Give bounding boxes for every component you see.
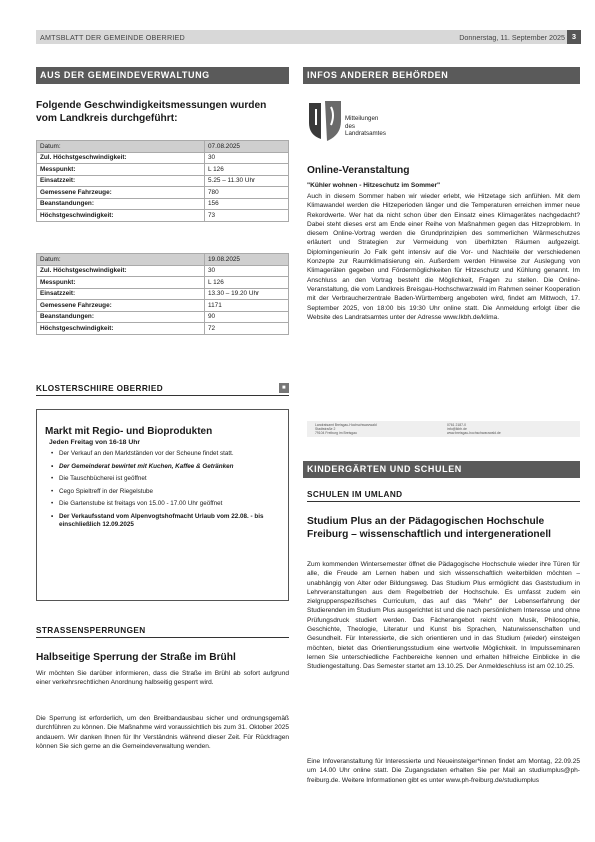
table-cell-value: 30: [205, 265, 289, 277]
table-row: [37, 323, 289, 335]
table-cell-label: Datum:: [37, 141, 205, 153]
market-list: [51, 450, 288, 530]
market-info-box: [36, 409, 289, 601]
subsection-klosterschiire: [36, 384, 289, 396]
table-cell-value: 07.08.2025: [205, 141, 289, 153]
table-cell-label: Gemessene Fahrzeuge:: [37, 187, 205, 199]
contact-line: Stadtstraße 2: [315, 427, 336, 432]
table-cell-label: Höchstgeschwindigkeit:: [37, 323, 205, 335]
table-cell-value: 72: [205, 323, 289, 335]
table-cell-value: L 126: [205, 164, 289, 176]
page-number: 3: [567, 30, 581, 44]
table-row: [37, 254, 289, 266]
table-cell-value: 1171: [205, 300, 289, 312]
studium-plus-paragraph-1: Zum kommenden Wintersemester öffnet die Pädagogische Hochschule wieder ihre Türen für alle, die Freude am Lernen haben und sich wissenschaftlich weiterbilden möchten – unabhängig von Alter oder Bildungsweg. Das Studium Plus ermöglicht das Gaststudium in Lehrveranstaltungen aus dem Regelbetrieb der Hochschule. Es umfasst zudem ein zielgruppenspezifisches Curriculum, das auf das "Mehr" der Lebenserfahrung der Studierenden im Studium Plus ausgerichtet ist und die nach persönlichem Interesse und ohne Prüfungsdruck studiert werden. Das Fächerangebot reicht von Musik, Philosophie, Geschichte, Theologie, Literatur und Kunst bis Sprachen, Naturwissenschaften und Gesundheit. Für Interessierte, die sich orientieren und in das Studium (wieder) einsteigen möchten, bietet das Orientierungsstudium eine wertvolle Möglichkeit. In Impulsseminaren lernen Sie unterschiedliche Fachbereiche kennen und erhalten hilfreiche Einblicke in die Studiengestaltung. Das Semester startet am 13.10.25. Der Anmeldeschluss ist am 02.10.25.: [307, 561, 580, 671]
studium-plus-title: Studium Plus an der Pädagogischen Hochschule Freiburg – wissenschaftlich und intergenerationell: [307, 516, 551, 540]
table-cell-value: 13.30 – 19.20 Uhr: [205, 288, 289, 300]
speed-measurement-title: Folgende Geschwindigkeitsmessungen wurden vom Landkreis durchgeführt:: [36, 100, 267, 124]
contact-line: info@lkbh.de: [447, 427, 467, 432]
landratsamt-emblem-icon: [307, 99, 343, 145]
subsection-title: KLOSTERSCHIIRE OBERRIED: [36, 384, 164, 393]
market-schedule: Jeden Freitag von 16-18 Uhr: [49, 439, 141, 446]
table-cell-value: 90: [205, 311, 289, 323]
table-cell-label: Beanstandungen:: [37, 311, 205, 323]
table-row: [37, 198, 289, 210]
online-event-body: Auch in diesem Sommer haben wir wieder erlebt, wie Hitzetage sich anfühlen. Mit dem Klimawandel werden die Hitzeperioden länger und die Temperaturen erreichen immer neue Rekordwerte. Wer hat da nicht schon über den Einsatz eines Klimagerätes nachgedacht? Dabei steht dieses erst am Ende einer Reihe von Maßnahmen gegen das Hitzeproblem. In diesem Online-Vortrag werden die Grundprinzipien des sommerlichen Wärmeschutzes erläutert und Strategien zur Vermeidung von überhitzten Räumen aufgezeigt. Diplomingenieurin Jo Falk geht intensiv auf die Vor- und Nachteile der verschiedenen Konzepte zur Raumklimatisierung ein. Außerdem werden Hinweise zur Auslegung von Klimageräten gegeben und Fördermöglichkeiten für Hitzeschutz und Kühlung genannt. Im Anschluss an den Vortrag besteht die Möglichkeit, Fragen zu stellen. Die Online-Veranstaltung, die vom Landkreis Breisgau-Hochschwarzwald im Rahmen seiner Kooperation mit der Verbraucherzentrale Baden-Württemberg angeboten wird, findet am Mittwoch, 17. September 2025, von 18:00 bis 19:30 Uhr online statt. Die Anmeldung erfolgt über die Website des Landratsamtes unter der Adresse www.lkbh.de/klima.: [307, 193, 580, 321]
contact-line: 79104 Freiburg im Breisgau: [315, 431, 357, 436]
table-cell-value: 780: [205, 187, 289, 199]
table-cell-label: Beanstandungen:: [37, 198, 205, 210]
table-row: [37, 175, 289, 187]
logo-line: des: [345, 122, 355, 130]
table-cell-value: 156: [205, 198, 289, 210]
speed-table-2: [36, 253, 289, 335]
speed-table-1: [36, 140, 289, 222]
subsection-strassensperrungen: STRASSENSPERRUNGEN: [36, 626, 289, 638]
square-badge-icon: ■: [279, 383, 289, 393]
list-item: • Der Verkaufsstand vom Alpenvogtshofmacht Urlaub vom 22.08. - bis einschließlich 12.09.2025: [51, 513, 271, 530]
table-cell-value: 30: [205, 152, 289, 164]
contact-line: 0761 2187-0: [447, 423, 467, 427]
section-band-behoerden: INFOS ANDERER BEHÖRDEN: [303, 67, 580, 84]
table-row: [37, 210, 289, 222]
table-cell-value: 19.08.2025: [205, 254, 289, 266]
table-cell-label: Messpunkt:: [37, 164, 205, 176]
table-row: [37, 187, 289, 199]
logo-line: Mitteilungen: [345, 115, 379, 122]
contact-details: [447, 423, 501, 436]
table-cell-value: 73: [205, 210, 289, 222]
closure-paragraph-2: Die Sperrung ist erforderlich, um den Breitbandausbau sicher und ordnungsgemäß durchführen zu können. Die Maßnahme wird voraussichtlich bis zum 31. Oktober 2025 andauern. Wir danken Ihnen für Ihr Verständnis während dieser Zeit. Für Rückfragen können Sie sich gerne an die Gemeindeverwaltung wenden.: [36, 715, 289, 750]
online-event-subtitle: "Kühler wohnen - Hitzeschutz im Sommer": [307, 182, 441, 189]
table-cell-label: Datum:: [37, 254, 205, 266]
table-row: [37, 300, 289, 312]
contact-line: www.breisgau-hochschwarzwald.de: [447, 431, 501, 436]
table-cell-label: Einsatzzeit:: [37, 175, 205, 187]
table-row: [37, 152, 289, 164]
online-event-title: Online-Veranstaltung: [307, 165, 410, 176]
table-row: [37, 265, 289, 277]
subsection-schulen: SCHULEN IM UMLAND: [307, 490, 580, 502]
section-band-kindergaerten: KINDERGÄRTEN UND SCHULEN: [303, 461, 580, 478]
closure-paragraph-1: Wir möchten Sie darüber informieren, dass die Straße im Brühl ab sofort aufgrund einer verkehrsrechtlichen Anordnung halbseitig gesperrt wird.: [36, 670, 289, 687]
list-item: • Die Tauschbücherei ist geöffnet: [51, 475, 271, 484]
table-row: [37, 277, 289, 289]
market-title: Markt mit Regio- und Bioprodukten: [45, 426, 213, 437]
landratsamt-contact-bar: [307, 421, 580, 437]
table-row: [37, 164, 289, 176]
section-band-gemeindeverwaltung: AUS DER GEMEINDEVERWALTUNG: [36, 67, 289, 84]
table-row: [37, 311, 289, 323]
list-item: • Die Gartenstube ist freitags von 15.00 - 17.00 Uhr geöffnet: [51, 500, 271, 509]
list-item: • Der Verkauf an den Marktständen vor der Scheune findet statt.: [51, 450, 271, 459]
list-item: • Cego Spieltreff in der Riegelstube: [51, 488, 271, 497]
list-item: • Der Gemeinderat bewirtet mit Kuchen, Kaffee & Getränken: [51, 463, 271, 472]
table-cell-value: 5.25 – 11.30 Uhr: [205, 175, 289, 187]
landratsamt-logo: [307, 99, 427, 147]
publication-title: AMTSBLATT DER GEMEINDE OBERRIED: [40, 33, 185, 42]
logo-caption: [345, 115, 386, 138]
contact-line: Landratsamt Breisgau-Hochschwarzwald: [315, 423, 377, 427]
logo-line: Landratsamtes: [345, 130, 386, 137]
table-row: [37, 141, 289, 153]
table-cell-label: Messpunkt:: [37, 277, 205, 289]
contact-address: [315, 423, 377, 436]
table-cell-label: Gemessene Fahrzeuge:: [37, 300, 205, 312]
table-cell-label: Zul. Höchstgeschwindigkeit:: [37, 152, 205, 164]
running-header: [36, 30, 581, 44]
table-cell-label: Zul. Höchstgeschwindigkeit:: [37, 265, 205, 277]
table-cell-label: Einsatzzeit:: [37, 288, 205, 300]
table-row: [37, 288, 289, 300]
studium-plus-paragraph-2: Eine Infoveranstaltung für Interessierte und Neueinsteiger*innen findet am Montag, 22.09.25 um 14.00 Uhr online statt. Die Zugangsdaten erhalten Sie per Mail an studiumplus@ph-freiburg.de. Weitere Informationen gibt es unter www.ph-freiburg.de/studiumplus: [307, 758, 580, 784]
table-cell-label: Höchstgeschwindigkeit:: [37, 210, 205, 222]
issue-date: Donnerstag, 11. September 2025: [459, 33, 565, 42]
closure-title: Halbseitige Sperrung der Straße im Brühl: [36, 652, 236, 663]
table-cell-value: L 126: [205, 277, 289, 289]
